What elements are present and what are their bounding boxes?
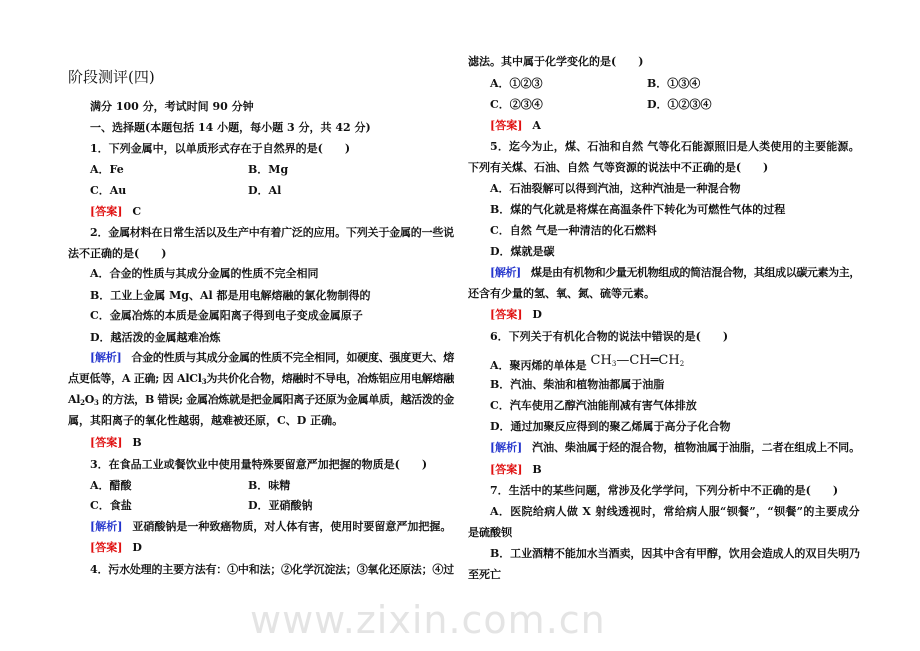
answer-label: [答案] xyxy=(490,119,523,132)
answer-value: C xyxy=(132,205,142,218)
q7-option-a-line2: 是硫酸钡 xyxy=(468,526,512,539)
q1-stem: 1．下列金属中，以单质形式存在于自然界的是( ) xyxy=(90,142,351,155)
q2-option-a: A．合金的性质与其成分金属的性质不完全相同 xyxy=(90,267,319,280)
q2-option-d: D．越活泼的金属越难冶炼 xyxy=(90,331,221,344)
q6-option-c: C．汽车使用乙醇汽油能削减有害气体排放 xyxy=(490,399,697,412)
explanation-text: 煤是由有机物和少量无机物组成的简洁混合物，其组成以碳元素为主， xyxy=(530,266,861,279)
answer-value: A xyxy=(532,119,541,132)
q2-option-b: B．工业上金属 Mg、Al 都是用电解熔融的氯化物制得的 xyxy=(90,289,371,302)
q2-explanation-line4: 属，其阳离子的氧化性越弱，越难被还原，C、D 正确。 xyxy=(68,414,344,427)
q4-option-b: B．①③④ xyxy=(647,77,701,90)
q6-stem: 6．下列关于有机化合物的说法中错误的是( ) xyxy=(490,330,729,343)
q2-stem-line1: 2．金属材料在日常生活以及生产中有着广泛的应用。下列关于金属的一些说 xyxy=(90,226,454,239)
answer-value: D xyxy=(532,308,542,321)
q7-stem: 7．生活中的某些问题，常涉及化学学问，下列分析中不正确的是( ) xyxy=(490,484,839,497)
q6-option-d: D．通过加聚反应得到的聚乙烯属于高分子化合物 xyxy=(490,420,731,433)
option-text: A．聚丙烯的单体是 xyxy=(490,359,587,372)
q2-explanation-line2 xyxy=(68,371,454,387)
text: 点更低等，A 正确; 因 AlCl xyxy=(68,372,202,385)
q5-option-b: B．煤的气化就是将煤在高温条件下转化为可燃性气体的过程 xyxy=(490,203,786,216)
q3-option-c: C．食盐 xyxy=(90,499,132,512)
q4-stem-line1: 4．污水处理的主要方法有：①中和法；②化学沉淀法；③氧化还原法；④过 xyxy=(90,563,454,576)
q4-answer xyxy=(490,118,541,134)
explanation-label: [解析] xyxy=(90,520,123,533)
answer-label: [答案] xyxy=(490,308,523,321)
q6-option-a xyxy=(490,353,685,374)
q4-option-c: C．②③④ xyxy=(490,98,543,111)
q2-answer xyxy=(90,435,142,451)
q1-answer xyxy=(90,204,141,220)
q5-stem-line2: 下列有关煤、石油、自然 气等资源的说法中不正确的是( ) xyxy=(468,161,769,174)
text: O xyxy=(84,393,95,406)
answer-label: [答案] xyxy=(490,463,523,476)
q3-option-d: D．亚硝酸钠 xyxy=(248,499,313,512)
answer-label: [答案] xyxy=(90,205,123,218)
q5-option-a: A．石油裂解可以得到汽油，这种汽油是一种混合物 xyxy=(490,182,741,195)
q4-option-d: D．①②③④ xyxy=(647,98,712,111)
text: Al xyxy=(68,393,81,406)
q5-explanation-line1 xyxy=(490,265,860,281)
q4-option-a: A．①②③ xyxy=(490,77,543,90)
answer-value: B xyxy=(132,436,142,449)
q7-option-b-line2: 至死亡 xyxy=(468,568,501,581)
answer-value: D xyxy=(132,541,142,554)
subscript: 3 xyxy=(94,398,99,407)
q3-option-b: B．味精 xyxy=(248,479,291,492)
watermark: www.zixin.com.cn xyxy=(250,598,606,642)
subscript: 2 xyxy=(679,360,685,368)
q7-option-a-line1: A．医院给病人做 X 射线透视时，常给病人服“钡餐”，“钡餐”的主要成分 xyxy=(490,505,860,518)
q2-option-c: C．金属冶炼的本质是金属阳离子得到电子变成金属原子 xyxy=(90,309,363,322)
section-heading: 一、选择题(本题包括 14 小题，每小题 3 分，共 42 分) xyxy=(90,121,371,134)
q4-stem-line2: 滤法。其中属于化学变化的是( ) xyxy=(468,55,644,68)
q5-option-c: C．自然 气是一种清洁的化石燃料 xyxy=(490,224,657,237)
q2-explanation-line3 xyxy=(68,392,454,408)
subscript: 3 xyxy=(201,377,207,386)
q5-answer xyxy=(490,307,542,323)
text: CH xyxy=(590,353,612,368)
explanation-label: [解析] xyxy=(90,351,122,364)
q6-answer xyxy=(490,462,542,478)
explanation-label: [解析] xyxy=(490,441,523,454)
text: —CH═CH xyxy=(616,353,680,368)
explanation-label: [解析] xyxy=(490,266,521,279)
answer-label: [答案] xyxy=(90,541,123,554)
page-title: 阶段测评(四) xyxy=(68,68,155,86)
answer-value: B xyxy=(532,463,542,476)
propene-formula xyxy=(591,353,685,368)
explanation-text: 汽油、柴油属于烃的混合物，植物油属于油脂，二者在组成上不同。 xyxy=(532,441,861,454)
q3-stem: 3．在食品工业或餐饮业中使用量特殊要留意严加把握的物质是( ) xyxy=(90,458,428,471)
text: 的方法，B 错误; 金属冶炼就是把金属阳离子还原为金属单质，越活泼的金 xyxy=(98,393,454,406)
q3-option-a: A．醋酸 xyxy=(90,479,132,492)
explanation-text: 亚硝酸钠是一种致癌物质，对人体有害，使用时要留意严加把握。 xyxy=(132,520,452,533)
q3-explanation xyxy=(90,519,451,535)
q7-option-b-line1: B．工业酒精不能加水当酒卖，因其中含有甲醇，饮用会造成人的双目失明乃 xyxy=(490,547,860,560)
q1-option-a: A．Fe xyxy=(90,163,124,176)
q2-stem-line2: 法不正确的是( ) xyxy=(68,247,167,260)
q5-stem-line1: 5．迄今为止，煤、石油和自然 气等化石能源照旧是人类使用的主要能源。 xyxy=(490,140,860,153)
q1-option-c: C．Au xyxy=(90,184,127,197)
q2-explanation-line1 xyxy=(90,350,454,366)
q5-option-d: D．煤就是碳 xyxy=(490,245,555,258)
q3-answer xyxy=(90,540,142,556)
q1-option-b: B．Mg xyxy=(248,163,289,176)
text: 为共价化合物，熔融时不导电，冶炼铝应用电解熔融 xyxy=(206,372,455,385)
q6-explanation xyxy=(490,440,860,456)
q6-option-b: B．汽油、柴油和植物油都属于油脂 xyxy=(490,378,665,391)
subscript: 3 xyxy=(611,360,617,368)
exam-meta: 满分 100 分，考试时间 90 分钟 xyxy=(90,100,254,113)
q1-option-d: D．Al xyxy=(248,184,282,197)
subscript: 2 xyxy=(80,398,85,407)
answer-label: [答案] xyxy=(90,436,123,449)
explanation-text: 合金的性质与其成分金属的性质不完全相同，如硬度、强度更大、熔 xyxy=(131,351,454,364)
q5-explanation-line2: 还含有少量的氢、氧、氮、硫等元素。 xyxy=(468,287,655,300)
